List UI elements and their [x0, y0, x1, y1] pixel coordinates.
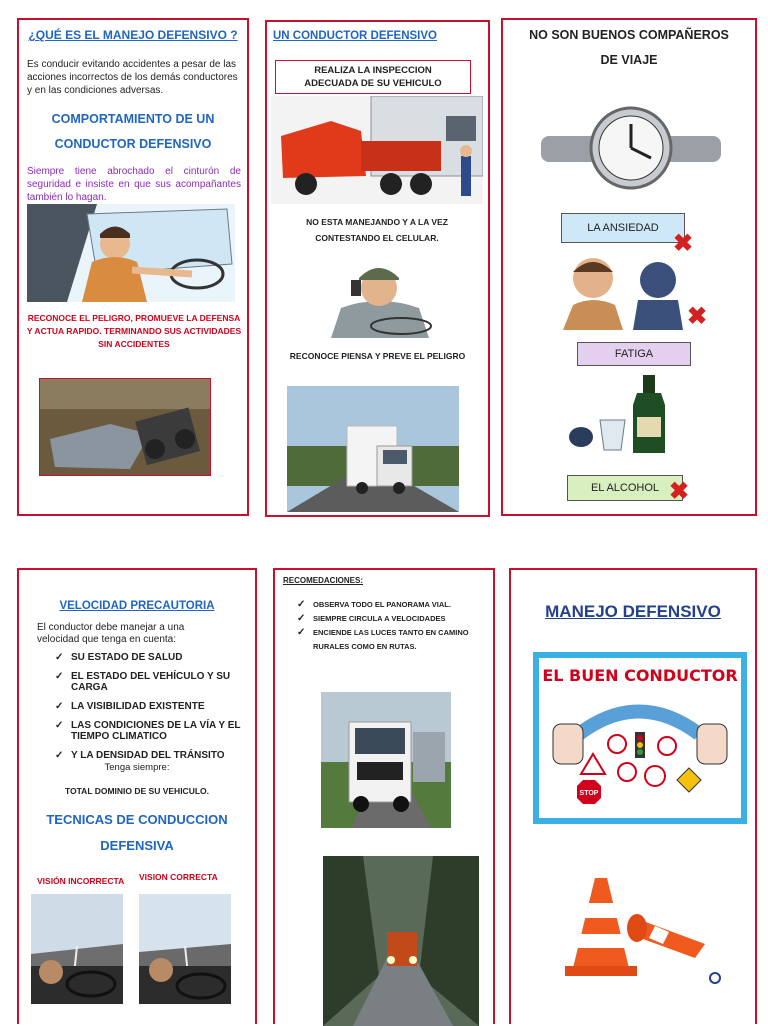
list-item: ✓ Y LA DENSIDAD DEL TRÁNSITO [55, 750, 245, 761]
panel-title: VELOCIDAD PRECAUTORIA [59, 600, 215, 612]
scania-truck-photo [321, 692, 451, 828]
cross-icon: ✖ [673, 230, 694, 257]
panel-title: ¿QUÉ ES EL MANEJO DEFENSIVO ? [28, 28, 238, 42]
list-item: ✓ ENCIENDE LAS LUCES TANTO EN CAMINO RURALES COMO EN RUTAS. [297, 626, 487, 654]
recognize-danger-text: RECONOCE PIENSA Y PREVE EL PELIGRO [289, 351, 466, 361]
total-control-text: TOTAL DOMINIO DE SU VEHICULO. [64, 786, 210, 796]
panel-title: UN CONDUCTOR DEFENSIVO [273, 30, 437, 42]
list-item: ✓ LAS CONDICIONES DE LA VÍA Y EL TIEMPO CLIMATICO [55, 720, 245, 742]
panel-recommendations [273, 568, 495, 1024]
accident-photo [39, 378, 211, 476]
panel-precautionary-speed [17, 568, 257, 1024]
speed-factors-list [55, 652, 245, 761]
panel-title-line2: DE VIAJE [600, 53, 658, 67]
anxiety-label: LA ANSIEDAD [561, 213, 685, 243]
panel-defensive-driver [265, 20, 490, 517]
truck-inspection-illustration [271, 96, 483, 204]
vision-correct-label: VISION CORRECTA [139, 872, 218, 882]
always-text: Tenga siempre: [104, 762, 170, 773]
fatigue-label: FATIGA [577, 342, 691, 366]
cross-icon: ✖ [687, 303, 708, 330]
list-item: ✓ SU ESTADO DE SALUD [55, 652, 245, 663]
recommendations-list [297, 598, 487, 654]
panel-bad-travel-companions [501, 18, 757, 516]
panel-what-is-defensive-driving [17, 18, 249, 516]
sign-title: EL BUEN CONDUCTOR [542, 666, 738, 685]
traffic-signs-illustration [539, 694, 741, 814]
box-truck-photo [287, 386, 459, 512]
traffic-cones-image [565, 878, 725, 978]
correct-vision-photo [139, 894, 231, 1004]
vision-incorrect-label: VISIÓN INCORRECTA [37, 876, 125, 886]
intro-text: El conductor debe manejar a una velocidad que tenga en cuenta: [37, 622, 185, 645]
list-item: ✓ LA VISIBILIDAD EXISTENTE [55, 701, 245, 712]
driver-illustration [27, 204, 235, 302]
techniques-line2: DEFENSIVA [100, 838, 174, 853]
decorative-badge-icon [709, 972, 721, 984]
list-item: ✓ SIEMPRE CIRCULA A VELOCIDADES [297, 612, 487, 626]
phone-warning-text: NO ESTA MANEJANDO Y A LA VEZ CONTESTANDO EL CELULAR. [306, 217, 448, 243]
seatbelt-text: Siempre tiene abrochado el cinturón de seguridad e insiste en que sus acompañantes también lo hagan. [27, 166, 241, 203]
subtitle-line1: COMPORTAMIENTO DE UN [51, 112, 215, 126]
incorrect-vision-photo [31, 894, 123, 1004]
panel-defensive-driving-cover [509, 568, 757, 1024]
cross-icon: ✖ [669, 478, 690, 505]
hazard-text: RECONOCE EL PELIGRO, PROMUEVE LA DEFENSA Y ACTUA RAPIDO. TERMINANDO SUS ACTIVIDADES SIN ACCIDENTES [26, 313, 242, 349]
alcohol-label: EL ALCOHOL [567, 475, 683, 501]
truck-headlights-photo [323, 856, 479, 1026]
inspection-box [275, 60, 471, 94]
stop-sign-text: STOP [579, 790, 599, 797]
subtitle-line2: CONDUCTOR DEFENSIVO [54, 137, 212, 151]
intro-text: Es conducir evitando accidentes a pesar de las acciones incorrectos de los demás conductores y en las condiciones adversas. [27, 59, 238, 96]
list-item: ✓ OBSERVA TODO EL PANORAMA VIAL. [297, 598, 487, 612]
cover-title: MANEJO DEFENSIVO [545, 602, 721, 621]
panel-title-line1: NO SON BUENOS COMPAÑEROS [529, 28, 729, 42]
wristwatch-image [541, 98, 721, 198]
recommendations-heading: RECOMEDACIONES: [283, 576, 364, 585]
list-item: ✓ EL ESTADO DEL VEHÍCULO Y SU CARGA [55, 671, 245, 693]
fatigue-illustration [553, 250, 683, 330]
driver-on-phone-illustration [311, 258, 447, 338]
good-driver-sign [533, 652, 747, 824]
alcohol-bottles-image [565, 375, 685, 455]
techniques-line1: TECNICAS DE CONDUCCION [46, 812, 228, 827]
inspection-text: REALIZA LA INSPECCION ADECUADA DE SU VEHICULO [304, 65, 442, 89]
